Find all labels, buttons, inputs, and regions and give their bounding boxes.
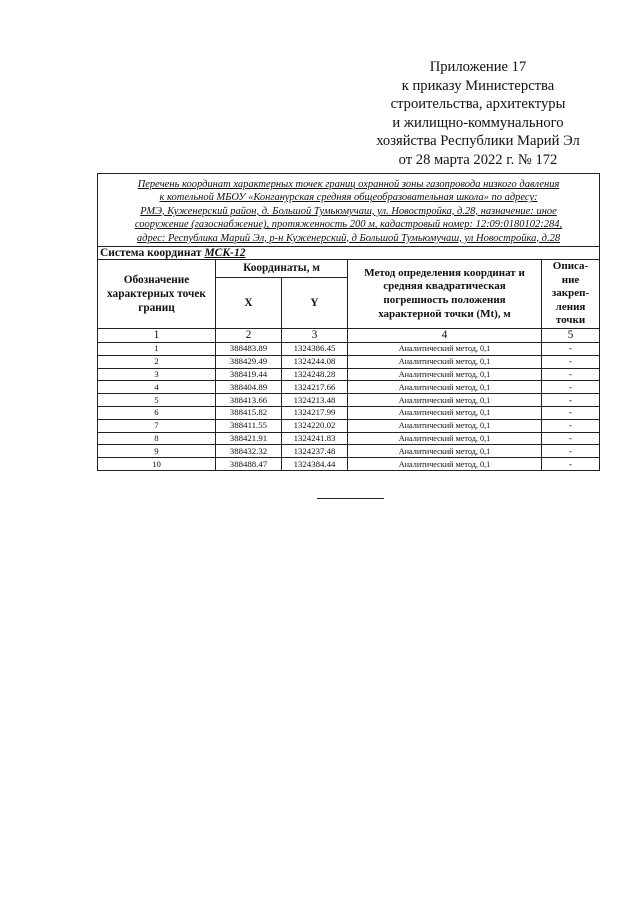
cell-y: 1324384.44 [282,458,348,471]
cell-description: - [542,368,600,381]
appendix-header [355,58,601,170]
header-point: Обозначение характерных точек границ [98,260,216,329]
cell-y: 1324213.48 [282,394,348,407]
cell-x: 388432.32 [216,445,282,458]
appendix-line: хозяйства Республики Марий Эл [376,133,580,150]
table-row [98,406,600,419]
table-row [98,368,600,381]
table-row [98,381,600,394]
cell-description: - [542,394,600,407]
header-method: Метод определения координат и средняя квадратическая погрешность положения характерной точки (Mt), м [348,260,542,329]
table-row [98,355,600,368]
appendix-line: от 28 марта 2022 г. № 172 [398,151,558,168]
column-numbers-row [98,329,600,343]
cell-x: 388419.44 [216,368,282,381]
cell-method: Аналитический метод, 0,1 [348,406,542,419]
appendix-line: строительства, архитектуры [390,96,566,113]
cell-y: 1324248.28 [282,368,348,381]
cell-x: 388415.82 [216,406,282,419]
cell-point: 5 [98,394,216,407]
cell-x: 388413.66 [216,394,282,407]
cell-x: 388421.91 [216,432,282,445]
table-row [98,432,600,445]
appendix-line: и жилищно-коммунального [392,114,564,131]
column-number: 2 [216,329,282,343]
cell-method: Аналитический метод, 0,1 [348,394,542,407]
appendix-line: Приложение 17 [429,59,527,75]
cell-description: - [542,406,600,419]
description-line: сооружение (газоснабжение), протяженность 200 м, кадастровый номер: 12:09:0180102:284, [134,219,563,231]
table-description [98,174,600,247]
cell-point: 4 [98,381,216,394]
description-line: Перечень координат характерных точек границ охранной зоны газопровода низкого давления [137,179,560,190]
cell-point: 8 [98,432,216,445]
column-number: 5 [542,329,600,343]
cell-method: Аналитический метод, 0,1 [348,419,542,432]
description-line: адрес: Республика Марий Эл, р-н Куженерский, д Большой Тумьюмучаш, ул Новостройка, д.28 [136,232,561,244]
footer-divider [317,498,384,499]
cell-description: - [542,458,600,471]
cell-point: 2 [98,355,216,368]
cell-x: 388483.89 [216,343,282,356]
cell-description: - [542,381,600,394]
cell-method: Аналитический метод, 0,1 [348,458,542,471]
column-number: 3 [282,329,348,343]
cell-description: - [542,343,600,356]
header-x: X [216,277,282,328]
cell-y: 1324220.02 [282,419,348,432]
cell-method: Аналитический метод, 0,1 [348,381,542,394]
header-description: Описа-ние закреп-ления точки [542,260,600,329]
coordinate-system-row [98,247,600,260]
table-row [98,445,600,458]
cell-y: 1324217.66 [282,381,348,394]
coordinate-system-value: МСК-12 [204,247,246,260]
description-line: РМЭ, Куженерский район, д. Большой Тумьюмучаш, ул. Новостройка, д.28, назначение: иное [140,205,557,217]
cell-x: 388488.47 [216,458,282,471]
cell-method: Аналитический метод, 0,1 [348,432,542,445]
cell-method: Аналитический метод, 0,1 [348,445,542,458]
cell-x: 388404.89 [216,381,282,394]
cell-y: 1324244.08 [282,355,348,368]
cell-method: Аналитический метод, 0,1 [348,343,542,356]
cell-method: Аналитический метод, 0,1 [348,355,542,368]
cell-method: Аналитический метод, 0,1 [348,368,542,381]
cell-point: 3 [98,368,216,381]
cell-y: 1324241.83 [282,432,348,445]
cell-point: 10 [98,458,216,471]
cell-x: 388429.49 [216,355,282,368]
cell-y: 1324217.99 [282,406,348,419]
header-coordinates: Координаты, м [216,260,348,278]
coordinate-system-label: Система координат [100,247,202,260]
cell-description: - [542,355,600,368]
appendix-line: к приказу Министерства [401,77,555,94]
column-number: 4 [348,329,542,343]
cell-description: - [542,419,600,432]
table-row [98,458,600,471]
cell-point: 7 [98,419,216,432]
table-row [98,394,600,407]
header-y: Y [282,277,348,328]
cell-x: 388411.55 [216,419,282,432]
coordinates-table [97,173,600,471]
column-number: 1 [98,329,216,343]
cell-description: - [542,445,600,458]
cell-y: 1324237.48 [282,445,348,458]
description-line: к котельной МБОУ «Конганурская средняя общеобразовательная школа» по адресу: [159,192,538,204]
table-row [98,419,600,432]
cell-point: 9 [98,445,216,458]
table-row [98,343,600,356]
cell-description: - [542,432,600,445]
cell-point: 1 [98,343,216,356]
cell-point: 6 [98,406,216,419]
cell-y: 1324386.45 [282,343,348,356]
